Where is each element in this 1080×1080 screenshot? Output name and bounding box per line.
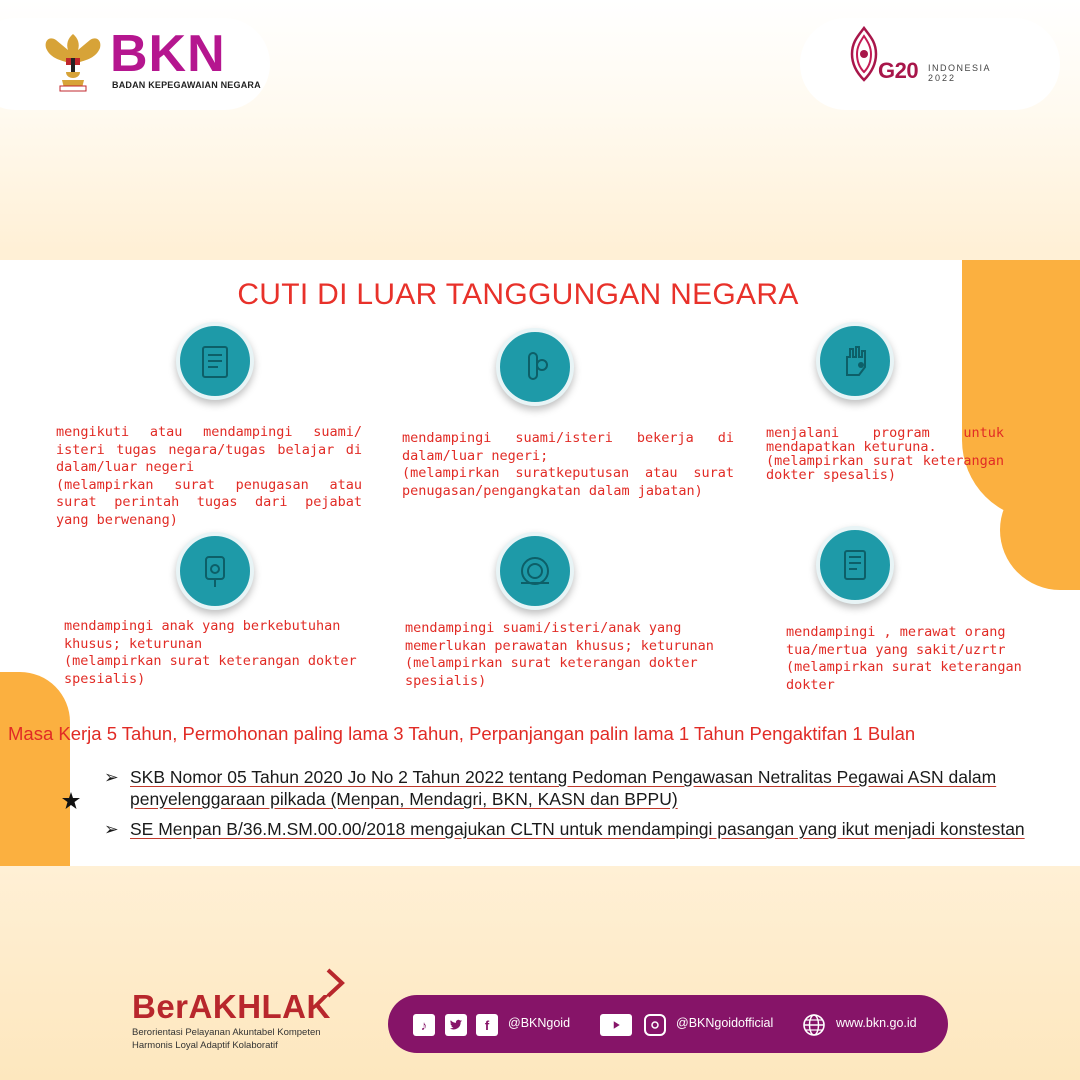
mri-scanner-icon <box>496 532 574 610</box>
instagram-icon[interactable] <box>644 1014 666 1036</box>
g20-emblem-icon <box>846 26 882 82</box>
card-text-4 <box>64 618 364 688</box>
clipboard-icon <box>176 322 254 400</box>
card-text-note: (melampirkan surat keterangan dokter spesialis) <box>405 655 698 689</box>
youtube-icon[interactable] <box>600 1014 632 1036</box>
berakhlak-logo-text: BerAKHLAK <box>132 988 331 1025</box>
bkn-subtitle: BADAN KEPEGAWAIAN NEGARA <box>112 80 261 90</box>
berakhlak-values-line1: Berorientasi Pelayanan Akuntabel Kompeten <box>132 1027 321 1038</box>
lab-tube-icon <box>496 328 574 406</box>
card-text-main: mendampingi , merawat orang tua/mertua yang sakit/uzrtr <box>786 624 1006 658</box>
card-text-main: mendampingi suami/isteri bekerja di dalam/luar negeri; <box>402 430 734 464</box>
g20-country: INDONESIA <box>928 63 992 73</box>
card-text-2 <box>402 430 734 500</box>
reference-text: SKB Nomor 05 Tahun 2020 Jo No 2 Tahun 2022 tentang Pedoman Pengawasan Netralitas Pegawai ASN dalam penyelenggaraan pilkada (Menpan, Mendagri, BKN, KASN dan BPPU) <box>130 767 997 809</box>
card-text-note: (melampirkan surat keterangan dokter <box>786 659 1022 693</box>
card-text-6 <box>786 624 1038 694</box>
card-text-main: menjalani program untuk mendapatkan keturuna. <box>766 425 1004 455</box>
hand-gear-icon <box>816 322 894 400</box>
arrow-bullet-icon: ➢ <box>104 819 119 839</box>
twitter-icon[interactable] <box>445 1014 467 1036</box>
arrow-bullet-icon: ➢ <box>104 767 119 787</box>
bkn-logo-text: BKN <box>110 25 226 83</box>
website-link[interactable]: www.bkn.go.id <box>836 1016 917 1030</box>
garuda-emblem-icon <box>42 28 104 94</box>
summary-line: Masa Kerja 5 Tahun, Permohonan paling lama 3 Tahun, Perpanjangan palin lama 1 Tahun Pengaktifan 1 Bulan <box>8 723 916 744</box>
berakhlak-values-line2: Harmonis Loyal Adaptif Kolaboratif <box>132 1040 278 1051</box>
reference-item <box>104 766 1054 810</box>
iv-bag-icon <box>176 532 254 610</box>
card-text-note: (melampirkan suratkeputusan atau surat penugasan/pengangkatan dalam jabatan) <box>402 465 734 499</box>
reference-text: SE Menpan B/36.M.SM.00.00/2018 mengajukan CLTN untuk mendampingi pasangan yang ikut menjadi konstestan <box>130 819 1025 839</box>
g20-logo-text: G20 <box>878 58 919 83</box>
card-text-note: (melampirkan surat keterangan dokter spesalis) <box>766 453 1004 483</box>
info-slide <box>0 260 1080 866</box>
medical-record-icon <box>816 526 894 604</box>
decorative-blob-bottom-left <box>0 672 70 866</box>
card-text-1 <box>56 424 362 529</box>
card-text-main: mengikuti atau mendampingi suami/ isteri tugas negara/tugas belajar di dalam/luar negeri <box>56 424 362 475</box>
card-text-main: mendampingi anak yang berkebutuhan khusus; keturunan <box>64 618 341 652</box>
social-handle-1[interactable]: @BKNgoid <box>508 1016 571 1030</box>
tiktok-icon[interactable]: ♪ <box>413 1014 435 1036</box>
chevron-right-icon <box>324 968 346 998</box>
card-text-note: (melampirkan surat keterangan dokter spesialis) <box>64 653 357 687</box>
g20-year: 2022 <box>928 73 957 83</box>
reference-item <box>104 818 1054 840</box>
star-bullet-icon <box>62 792 80 810</box>
card-text-main: mendampingi suami/isteri/anak yang memerlukan perawatan khusus; keturunan <box>405 620 714 654</box>
card-text-note: (melampirkan surat penugasan atau surat perintah tugas dari pejabat yang berwenang) <box>56 476 362 528</box>
slide-title: CUTI DI LUAR TANGGUNGAN NEGARA <box>237 278 799 311</box>
social-handle-2[interactable]: @BKNgoidofficial <box>676 1016 774 1030</box>
globe-icon[interactable] <box>802 1013 826 1037</box>
facebook-icon[interactable]: f <box>476 1014 498 1036</box>
card-text-5 <box>405 620 765 690</box>
card-text-3 <box>766 426 1004 482</box>
